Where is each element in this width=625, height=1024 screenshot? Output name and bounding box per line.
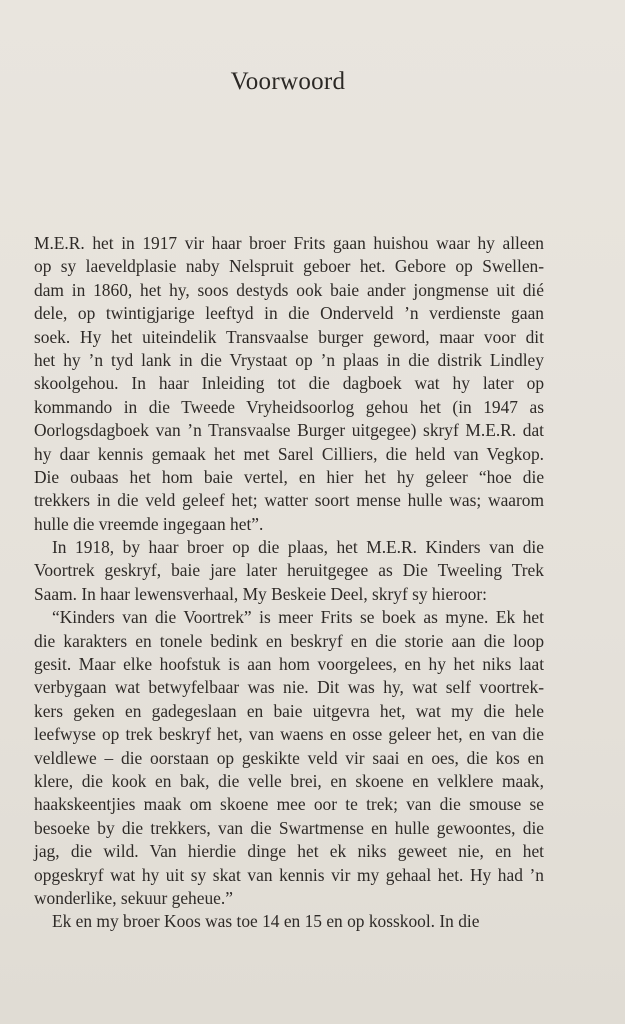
text-line: soek. Hy het uiteindelik Transvaalse burger geword, maar voor dit [34,326,544,347]
text-line: hy daar kennis gemaak het met Sarel Cilliers, die held van Vegkop. [34,443,545,464]
text-line: die karakters en tonele bedink en beskryf en die storie aan die loop [34,630,545,651]
text-line: dam in 1860, het hy, soos destyds ook baie ander jongmense uit dié [34,279,544,300]
text-line: Ek en my broer Koos was toe 14 en 15 en op kosskool. In die [52,911,480,932]
text-line: Oorlogsdagboek van ’n Transvaalse Burger uitgegee) skryf M.E.R. dat [34,420,544,441]
text-line: M.E.R. het in 1917 vir haar broer Frits gaan huishou waar hy alleen [34,233,545,253]
text-line: skoolgehou. In haar Inleiding tot die dagboek wat hy later op [34,373,545,394]
text-line: haakskeentjies maak om skoene mee oor te trek; van die smouse se [34,794,544,815]
text-line: kommando in die Tweede Vryheidsoorlog gehou het (in 1947 as [34,396,544,417]
text-line: wonderlike, sekuur geheue.” [34,887,233,908]
text-line: gesit. Maar elke hoofstuk is aan hom voorgelees, en hy het niks laat [34,654,545,675]
text-line: “Kinders van die Voortrek” is meer Frits se boek as myne. Ek het [52,607,544,628]
text-line: hulle die vreemde ingegaan het”. [34,513,264,534]
text-line: Die oubaas het hom baie vertel, en hier het hy geleer “hoe die [34,466,545,487]
text-line: besoeke by die trekkers, van die Swartmense en hulle gewoontes, die [34,817,544,838]
text-line: leefwyse op trek beskryf het, van waens en osse geleer het, en van die [34,724,544,745]
text-line: op sy laeveldplasie naby Nelspruit geboer het. Gebore op Swellen- [34,256,545,277]
text-line: kers geken en gadegeslaan en baie uitgevra het, wat my die hele [34,700,544,721]
text-line: opgeskryf wat hy uit sy skat van kennis vir my gehaal het. Hy had ’n [34,864,544,885]
text-line: veldlewe – die oorstaan op geskikte veld vir saai en oes, die kos en [34,747,545,768]
text-line: jag, die wild. Van hierdie dinge het ek niks geweet nie, en het [34,841,544,862]
text-line: In 1918, by haar broer op die plaas, het M.E.R. Kinders van die [52,537,544,558]
text-line: klere, die kook en bak, die velle brei, en skoene en velklere maak, [34,770,544,791]
body-text [34,232,544,934]
text-line: Voortrek geskryf, baie jare later heruitgegee as Die Tweeling Trek [34,560,544,581]
text-line: het hy ’n tyd lank in die Vrystaat op ’n plaas in die distrik Lindley [34,349,544,370]
text-line: dele, op twintigjarige leeftyd in die Onderveld ’n verdienste gaan [34,303,545,324]
text-line: Saam. In haar lewensverhaal, My Beskeie Deel, skryf sy hieroor: [34,583,487,604]
text-line: verbygaan wat betwyfelbaar was nie. Dit was hy, wat self voortrek- [34,677,545,698]
page-title: Voorwoord [230,68,346,95]
text-line: trekkers in die veld geleef het; watter soort mense hulle was; waarom [34,490,545,511]
